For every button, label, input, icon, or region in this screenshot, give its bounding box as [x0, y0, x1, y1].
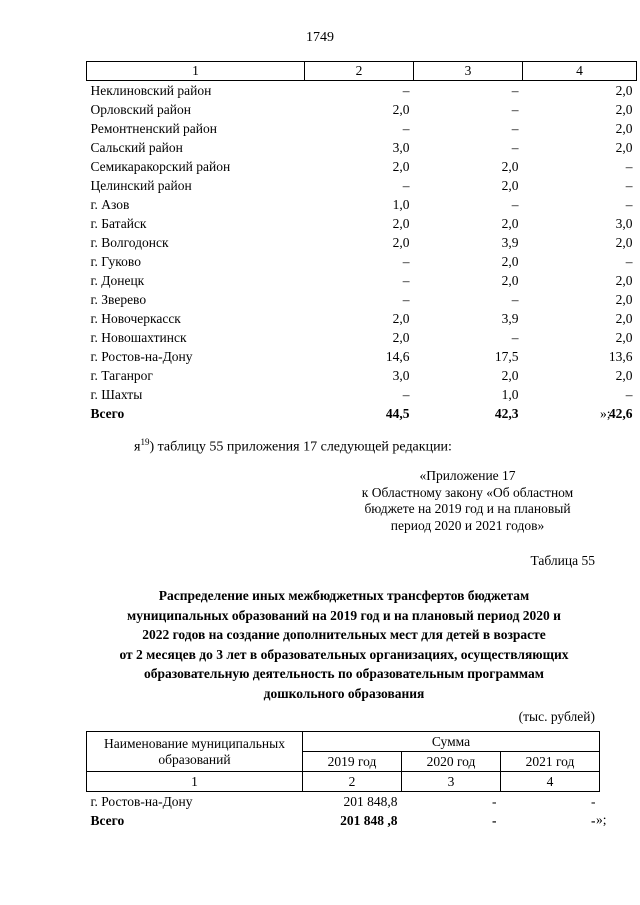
units-note: (тыс. рублей) [518, 709, 595, 724]
intro-footnote-ref: 19 [140, 437, 150, 447]
cell-name: г. Азов [90, 197, 130, 212]
cell-name: г. Волгодонск [90, 235, 169, 250]
col-header-3: 3 [414, 62, 523, 81]
table-row [87, 138, 637, 157]
table-row [87, 366, 637, 385]
cell-2020: 1,0 [501, 387, 519, 402]
table-number-row [87, 772, 600, 792]
cell-name: Ремонтненский район [90, 121, 217, 136]
table-header-row [87, 62, 637, 81]
col-header-1: 1 [87, 62, 305, 81]
closing-quote-mark: »; [596, 812, 607, 827]
total-2021: 42,6 [608, 406, 633, 421]
table-row [87, 309, 637, 328]
cell-2021: – [625, 197, 633, 212]
cell-2019: – [402, 292, 410, 307]
title-line: от 2 месяцев до 3 лет в образовательных организациях, осуществляющих [119, 646, 569, 662]
cell-2021: – [625, 178, 633, 193]
table-number: Таблица 55 [530, 553, 595, 568]
cell-2020: 2,0 [501, 178, 519, 193]
cell-2020: 2,0 [501, 273, 519, 288]
cell-2019: – [402, 254, 410, 269]
cell-name: Неклиновский район [90, 83, 212, 98]
cell-2019: 3,0 [392, 368, 410, 383]
total-2019: 201 848 ,8 [340, 813, 398, 828]
cell-name: г. Новочеркасск [90, 311, 181, 326]
cell-2019: 1,0 [392, 197, 410, 212]
cell-2021: 2,0 [615, 121, 633, 136]
total-2020: 42,3 [494, 406, 519, 421]
cell-2021: – [625, 387, 633, 402]
col-header-sum: Сумма [303, 732, 600, 752]
cell-name: Сальский район [90, 140, 183, 155]
table-row [87, 252, 637, 271]
cell-2020: – [511, 140, 519, 155]
table-55 [86, 731, 600, 830]
annex-line: период 2020 и 2021 годов» [390, 517, 545, 533]
annex-line: бюджете на 2019 год и на плановый [364, 501, 571, 516]
table-row [87, 119, 637, 138]
cell-2020: – [511, 83, 519, 98]
cell-2019: 2,0 [392, 235, 410, 250]
cell-2021: 2,0 [615, 140, 633, 155]
table-total-row [87, 811, 600, 830]
cell-2021: 2,0 [615, 235, 633, 250]
table-row [87, 233, 637, 252]
cell-2021: 2,0 [615, 292, 633, 307]
col-header-2021: 2021 год [501, 752, 600, 772]
total-2019: 44,5 [385, 406, 410, 421]
intro-text: ) таблицу 55 приложения 17 следующей редакции: [149, 439, 452, 455]
cell-2020: 2,0 [501, 368, 519, 383]
cell-2021: 3,0 [615, 216, 633, 231]
cell-2020: – [511, 121, 519, 136]
annex-line: «Приложение 17 [419, 468, 516, 483]
col-num-4: 4 [501, 772, 600, 792]
total-label: Всего [90, 406, 125, 421]
cell-2019: 201 848,8 [343, 794, 398, 809]
cell-2021: 2,0 [615, 311, 633, 326]
col-header-2020: 2020 год [402, 752, 501, 772]
cell-2019: – [402, 178, 410, 193]
cell-name: г. Ростов-на-Дону [90, 349, 193, 364]
cell-2020: – [511, 197, 519, 212]
cell-2020: 3,9 [501, 311, 519, 326]
cell-name: Семикаракорский район [90, 159, 231, 174]
title-line: 2022 годов на создание дополнительных мест для детей в возрасте [142, 627, 546, 642]
col-header-4: 4 [523, 62, 637, 81]
cell-2019: – [402, 83, 410, 98]
cell-name: г. Новошахтинск [90, 330, 187, 345]
table-row [87, 347, 637, 366]
cell-2021: 2,0 [615, 368, 633, 383]
cell-2021: 2,0 [615, 273, 633, 288]
cell-2021: 2,0 [615, 83, 633, 98]
title-line: Распределение иных межбюджетных трансфертов бюджетам [158, 588, 530, 603]
intro-prefix: я [134, 439, 141, 455]
cell-2020: – [511, 292, 519, 307]
title-line: дошкольного образования [263, 685, 425, 701]
cell-2020: 3,9 [501, 235, 519, 250]
cell-2021: - [591, 794, 596, 809]
cell-2020: 2,0 [501, 216, 519, 231]
cell-2019: – [402, 121, 410, 136]
table-row [87, 195, 637, 214]
closing-quote-mark: »; [600, 406, 611, 421]
cell-2020: – [511, 102, 519, 117]
col-num-2: 2 [303, 772, 402, 792]
cell-2021: 2,0 [615, 102, 633, 117]
annex-heading [340, 468, 595, 534]
page-number: 1749 [306, 30, 334, 45]
cell-name: г. Гуково [90, 254, 141, 269]
cell-2020: - [492, 794, 497, 809]
total-2021: - [591, 813, 596, 828]
cell-2019: 2,0 [392, 330, 410, 345]
table-total-row [87, 404, 637, 423]
table-row [87, 176, 637, 195]
cell-2020: 17,5 [494, 349, 519, 364]
table-row [87, 214, 637, 233]
cell-2019: 14,6 [385, 349, 410, 364]
table-row [87, 290, 637, 309]
total-label: Всего [90, 813, 125, 828]
cell-2019: 3,0 [392, 140, 410, 155]
table-row [87, 81, 637, 101]
table-header-row [87, 732, 600, 752]
cell-name: Орловский район [90, 102, 191, 117]
table-municipal-transfers-continued [86, 61, 637, 423]
intro-paragraph [134, 437, 452, 456]
cell-name: Целинский район [90, 178, 192, 193]
cell-2021: 13,6 [608, 349, 633, 364]
title-line: муниципальных образований на 2019 год и на плановый период 2020 и [127, 607, 561, 623]
table-row [87, 328, 637, 347]
cell-2020: – [511, 330, 519, 345]
cell-2019: 2,0 [392, 102, 410, 117]
cell-2020: 2,0 [501, 159, 519, 174]
col-num-1: 1 [87, 772, 303, 792]
cell-name: г. Зверево [90, 292, 147, 307]
cell-2021: 2,0 [615, 330, 633, 345]
col-header-name: Наименование муниципальных образований [87, 732, 303, 772]
col-num-3: 3 [402, 772, 501, 792]
table-row [87, 100, 637, 119]
cell-2019: 2,0 [392, 159, 410, 174]
annex-line: к Областному закону «Об областном [361, 484, 574, 500]
table-row [87, 385, 637, 404]
cell-2019: 2,0 [392, 216, 410, 231]
cell-name: г. Батайск [90, 216, 147, 231]
title-line: образовательную деятельность по образовательным программам [144, 666, 544, 681]
col-header-2019: 2019 год [303, 752, 402, 772]
col-header-2: 2 [305, 62, 414, 81]
cell-name: г. Шахты [90, 387, 143, 402]
table-row [87, 271, 637, 290]
cell-name: г. Ростов-на-Дону [90, 794, 193, 809]
table-title [84, 586, 604, 703]
cell-name: г. Донецк [90, 273, 145, 288]
cell-2019: – [402, 273, 410, 288]
cell-2020: 2,0 [501, 254, 519, 269]
table-row [87, 157, 637, 176]
total-2020: - [492, 813, 497, 828]
cell-name: г. Таганрог [90, 368, 153, 383]
cell-2021: – [625, 254, 633, 269]
cell-2019: 2,0 [392, 311, 410, 326]
cell-2021: – [625, 159, 633, 174]
table-row [87, 792, 600, 812]
cell-2019: – [402, 387, 410, 402]
